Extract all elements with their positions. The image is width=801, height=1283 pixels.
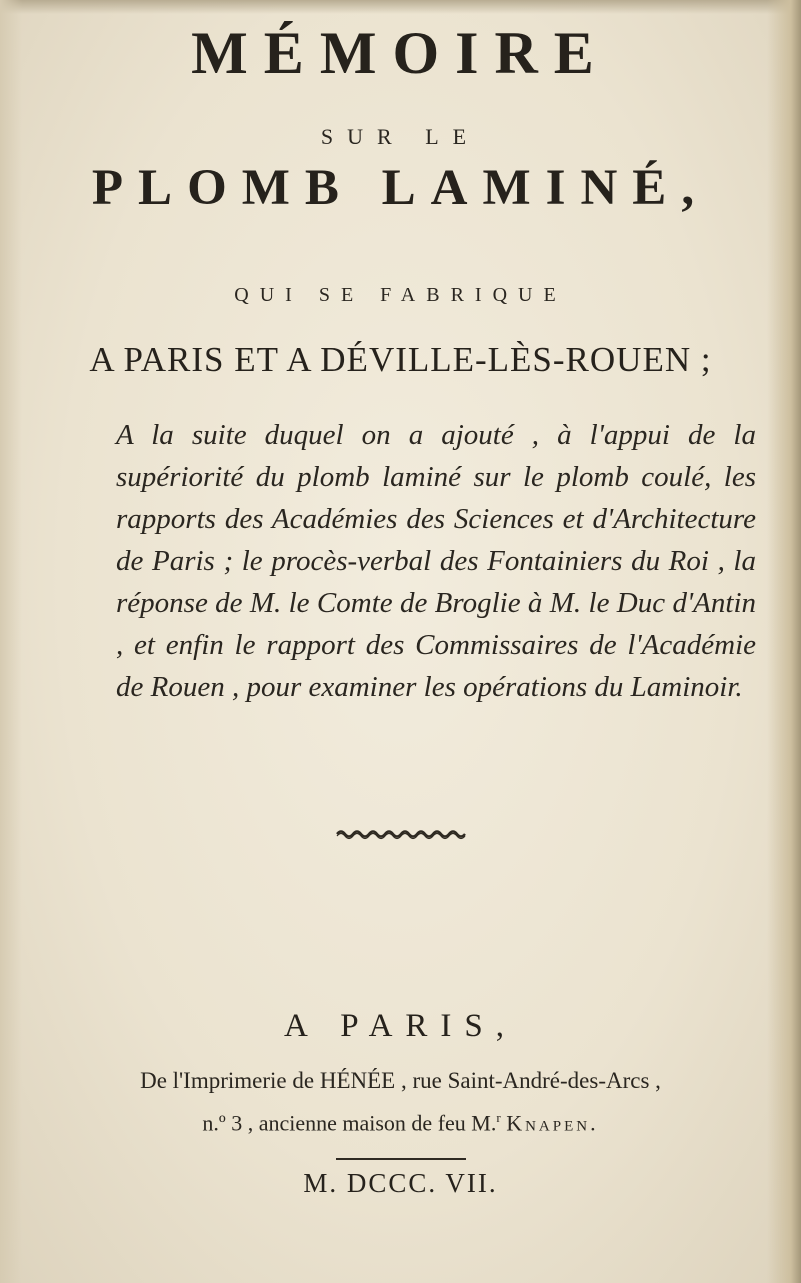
imprint-address-name: Knapen. <box>506 1110 599 1136</box>
imprint-printer-line: De l'Imprimerie de HÉNÉE , rue Saint-André-des-Arcs , <box>140 1068 661 1093</box>
publication-year: M. DCCC. VII. <box>303 1168 498 1198</box>
imprint-address-line <box>0 1110 801 1136</box>
title-connector: SUR LE <box>320 124 481 149</box>
subject-qualifier: QUI SE FABRIQUE <box>234 284 567 306</box>
imprint-address-prefix: n.º 3 , ancienne maison de feu M. <box>202 1110 497 1136</box>
top-edge-shading <box>0 0 801 14</box>
document-title: MÉMOIRE <box>191 20 610 86</box>
location-line: A PARIS ET A DÉVILLE-LÈS-ROUEN ; <box>89 340 712 379</box>
imprint-address-sup: r <box>496 1110 501 1125</box>
horizontal-rule <box>336 1158 466 1160</box>
wavy-rule-ornament-icon <box>335 826 467 845</box>
description-paragraph: A la suite duquel on a ajouté , à l'appui de la supériorité du plomb laminé sur le plomb coulé, les rapports des Académies des Sciences et d'Architecture de Paris ; le procès-verbal des Fontainiers du Roi , la réponse de M. le Comte de Broglie à M. le Duc d'Antin , et enfin le rapport des Commissaires de l'Académie de Rouen , pour examiner les opérations du Laminoir. <box>116 419 756 703</box>
document-subject: PLOMB LAMINÉ, <box>91 160 710 216</box>
imprint-city: A PARIS, <box>283 1008 518 1044</box>
